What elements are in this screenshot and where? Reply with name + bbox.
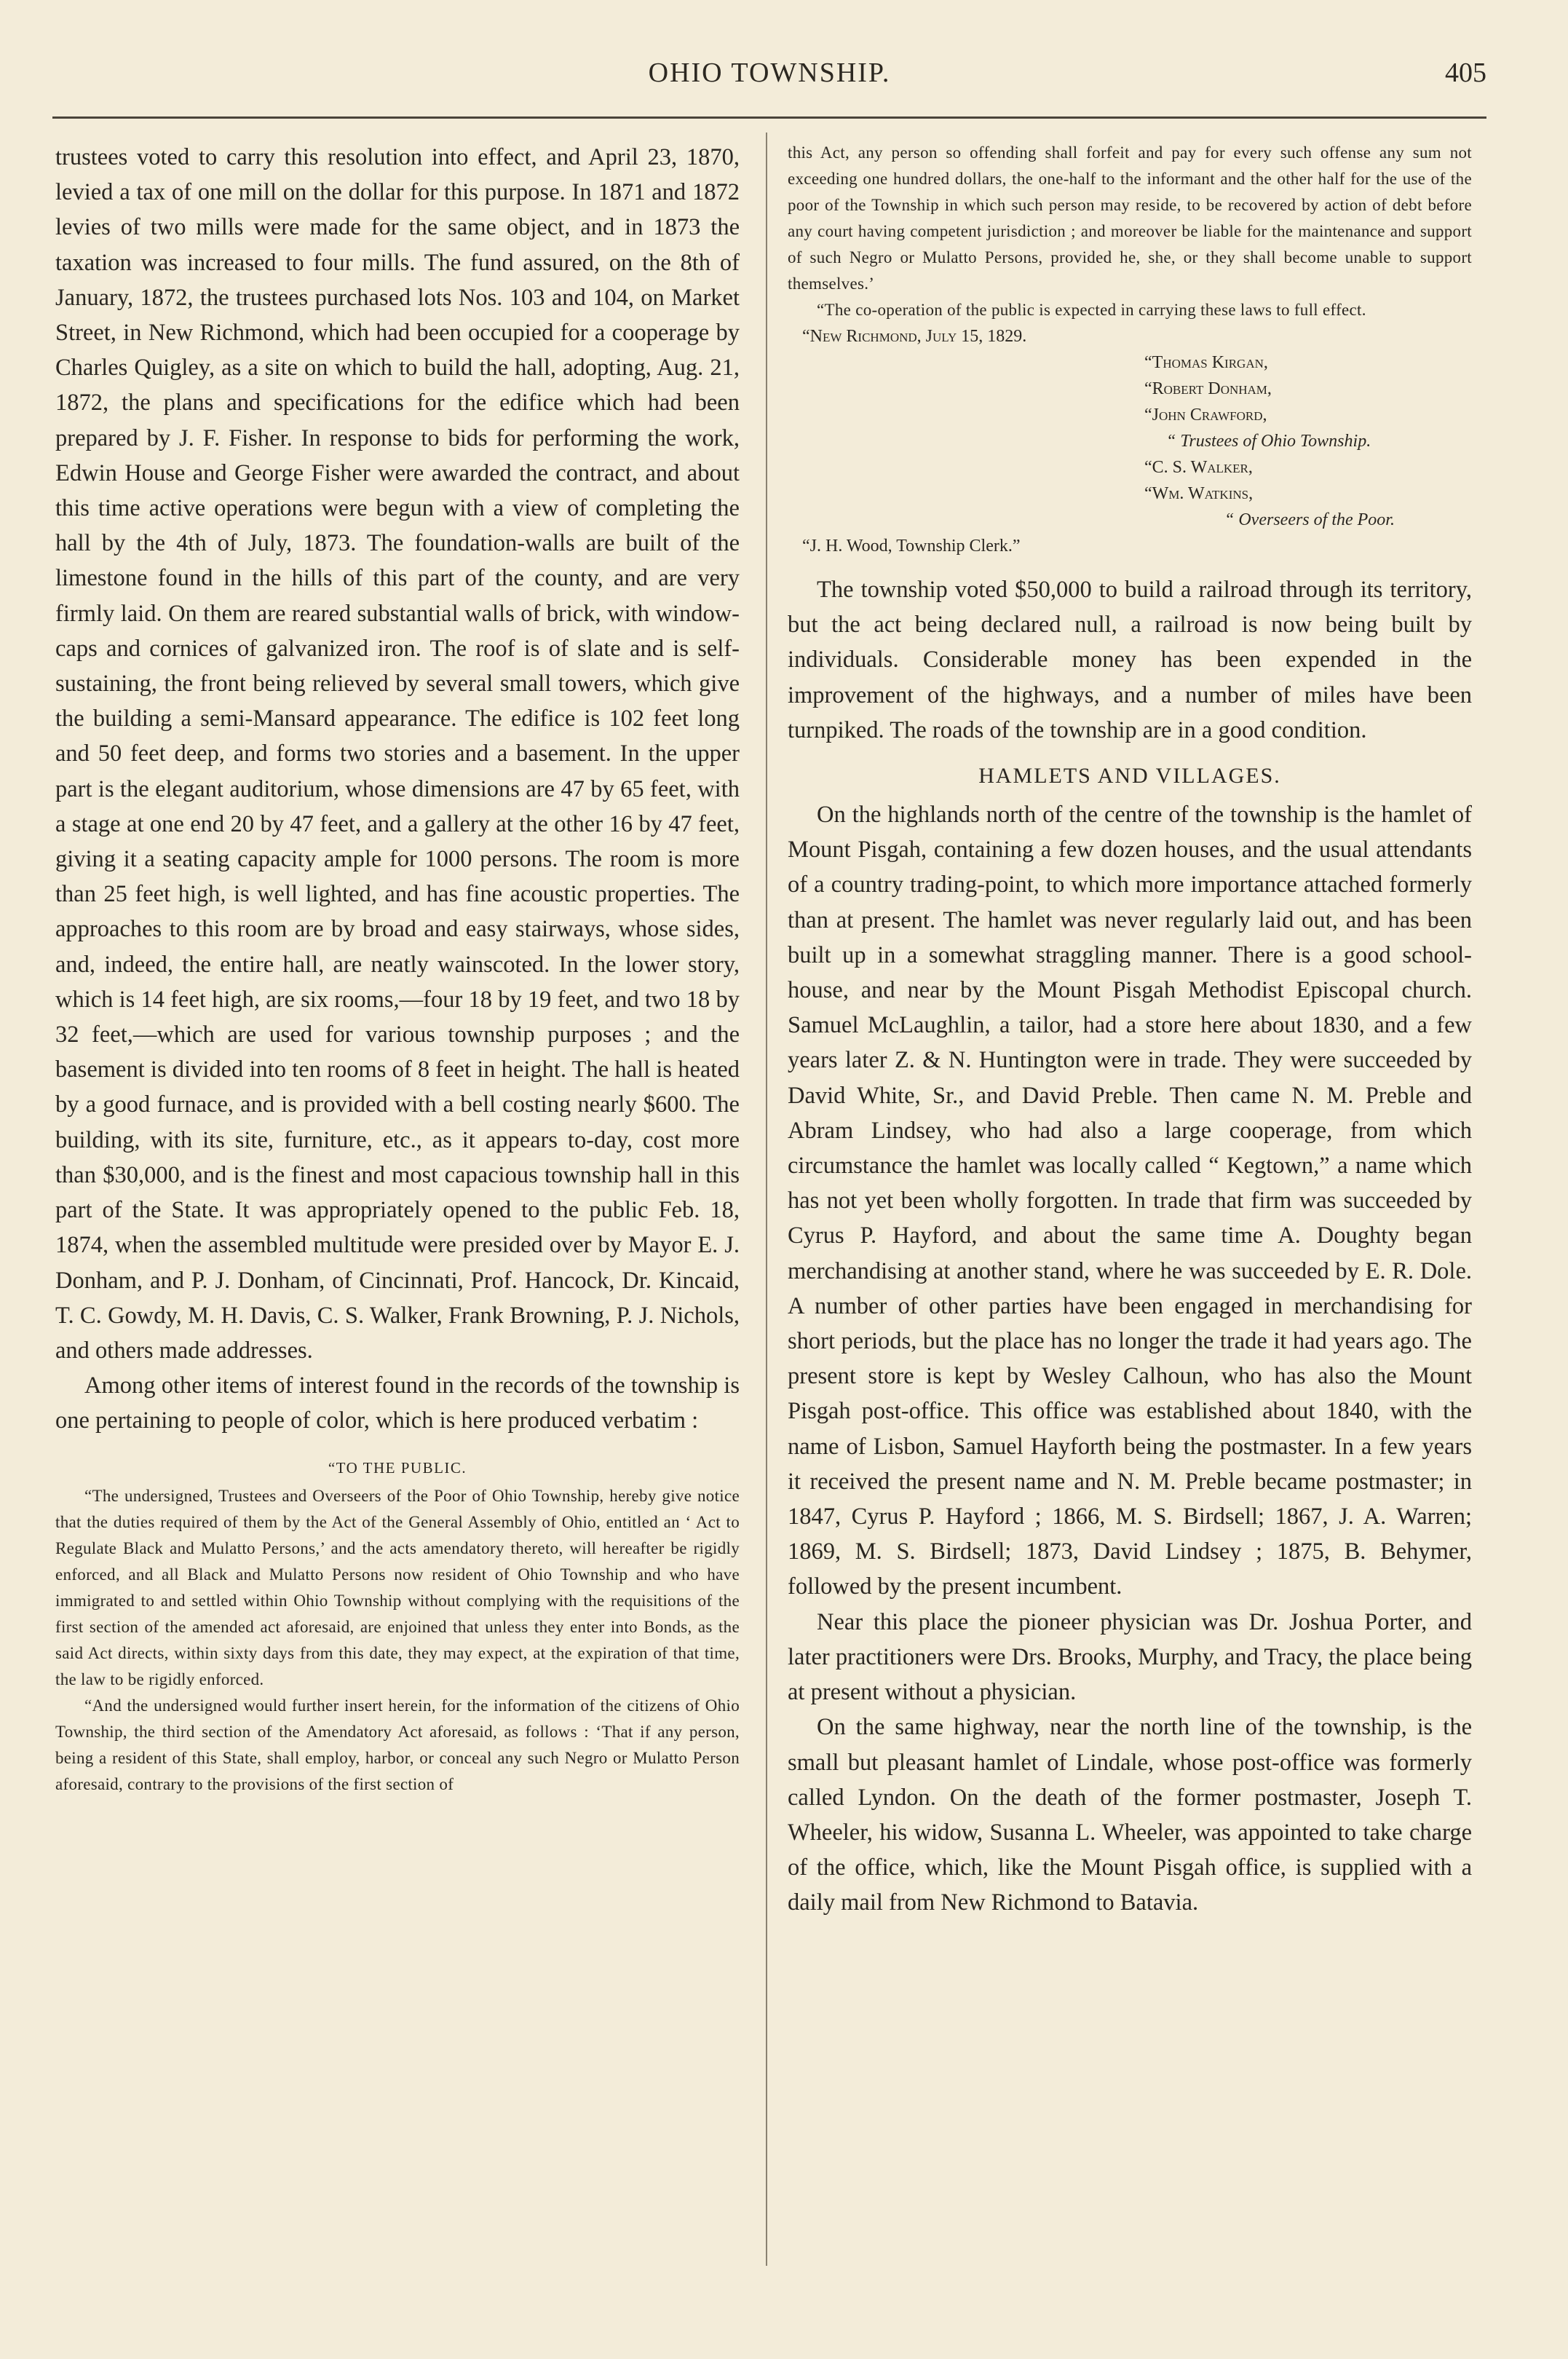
notice-paragraph: “And the undersigned would further insert herein, for the information of the citizens of Ohio Township, the third section of the Amendatory Act aforesaid, as follows : ‘That if any person, being a resident of this State, shall employ, harbor, or conceal any such Negro or Mulatto Person aforesaid, contrary to the provisions of the first section of <box>55 1696 740 1793</box>
header-rule <box>52 116 1486 119</box>
signature-overseer: “Wm. Watkins, <box>1144 484 1254 503</box>
page-header <box>52 57 1486 98</box>
notice-paragraph: “The undersigned, Trustees and Overseers of the Poor of Ohio Township, hereby give notice that the duties required of them by the Act of the General Assembly of Ohio, entitled an ‘ Act to Regulate Black and Mulatto Persons,’ and the acts amendatory thereto, will hereafter be rigidly enforced, and all Black and Mulatto Persons now resident of Ohio Township and who have immigrated to and settled within Ohio Township without complying with the requisitions of the first section of the amended act aforesaid, are enjoined that unless they enter into Bonds, as the said Act directs, within sixty days from this date, they may expect, at the expiration of that time, the law to be rigidly enforced. <box>55 1486 740 1688</box>
section-heading: HAMLETS AND VILLAGES. <box>978 764 1281 789</box>
right-column <box>788 140 1472 1921</box>
paragraph-lindale: On the same highway, near the north line of the township, is the small but pleasant hamlet of Lindale, whose post-office was formerly called Lyndon. On the death of the former postmaster, Joseph T. Wheeler, his widow, Susanna L. Wheeler, was appointed to take charge of the office, which, like the Mount Pisgah office, is supplied with a daily mail from New Richmond to Batavia. <box>788 1714 1472 1916</box>
signature-trustees-title: “ Trustees of Ohio Township. <box>1166 432 1371 451</box>
paragraph-records-intro: Among other items of interest found in the records of the township is one pertaining to people of color, which is here produced verbatim : <box>55 1372 740 1434</box>
notice-paragraph: “The co-operation of the public is expected in carrying these laws to full effect. <box>817 301 1366 319</box>
paragraph-mount-pisgah: On the highlands north of the centre of the township is the hamlet of Mount Pisgah, containing a few dozen houses, and the usual attendants of a country trading-point, to which more importance attached formerly than at present. The hamlet was never regularly laid out, and has been built up in a somewhat straggling manner. There is a good school-house, and near by the Mount Pisgah Methodist Episcopal church. Samuel McLaughlin, a tailor, had a store here about 1830, and a few years later Z. & N. Huntington were in trade. They were succeeded by David White, Sr., and David Preble. Then came N. M. Preble and Abram Lindsey, who had also a large cooperage, from which circumstance the hamlet was locally called “ Kegtown,” a name which has not yet been wholly forgotten. In trade that firm was succeeded by Cyrus P. Hayford, and about the same time A. Doughty began merchandising at another stand, where he was succeeded by E. R. Dole. A number of other parties have been engaged in merchandising for short periods, but the place has no longer the trade it had years ago. The present store is kept by Wesley Calhoun, who has also the Mount Pisgah post-office. This office was established about 1840, with the name of Lisbon, Samuel Hayforth being the postmaster. In a few years it received the present name and N. M. Preble became postmaster; in 1847, Cyrus P. Hayford ; 1866, M. S. Birdsell; 1867, J. A. Warren; 1869, M. S. Birdsell; 1873, David Lindsey ; 1875, B. Behymer, followed by the present incumbent. <box>788 802 1472 1600</box>
signature-clerk: “J. H. Wood, Township Clerk.” <box>802 537 1021 556</box>
signature-trustee: “Thomas Kirgan, <box>1144 353 1268 372</box>
notice-paragraph: this Act, any person so offending shall forfeit and pay for every such offense any sum not exceeding one hundred dollars, the one-half to the informant and the other half for the use of the poor of the Township in which such person may reside, to be recovered by action of debt before any court having competent jurisdiction ; and moreover be liable for the maintenance and support of such Negro or Mulatto Persons, provided he, she, or they shall become unable to support themselves.’ <box>788 143 1472 293</box>
paragraph-town-hall: trustees voted to carry this resolution into effect, and April 23, 1870, levied a tax of one mill on the dollar for this purpose. In 1871 and 1872 levies of two mills were made for the same object, and in 1873 the taxation was increased to four mills. The fund assured, on the 8th of January, 1872, the trustees purchased lots Nos. 103 and 104, on Market Street, in New Richmond, which had been occupied for a cooperage by Charles Quigley, as a site on which to build the hall, adopting, Aug. 21, 1872, the plans and specifications for the edifice which had been prepared by J. F. Fisher. In response to bids for performing the work, Edwin House and George Fisher were awarded the contract, and about this time active operations were begun with a view of completing the hall by the 4th of July, 1873. The foundation-walls are built of the limestone found in the hills of this part of the county, and are very firmly laid. On them are reared substantial walls of brick, with window-caps and cornices of galvanized iron. The roof is of slate and is self-sustaining, the front being relieved by several small towers, which give the building a semi-Mansard appearance. The edifice is 102 feet long and 50 feet deep, and forms two stories and a basement. In the upper part is the elegant auditorium, whose dimensions are 47 by 65 feet, with a stage at one end 20 by 47 feet, and a gallery at the other 16 by 47 feet, giving it a seating capacity ample for 1000 persons. The room is more than 25 feet high, is well lighted, and has fine acoustic properties. The approaches to this room are by broad and easy stairways, whose sides, and, indeed, the entire hall, are neatly wainscoted. In the lower story, which is 14 feet high, are six rooms,—four 18 by 19 feet, and two 18 by 32 feet,—which are used for various township purposes ; and the basement is divided into ten rooms of 8 feet in height. The hall is heated by a good furnace, and is provided with a bell costing nearly $600. The building, with its site, furniture, etc., as it appears to-day, cost more than $30,000, and is the finest and most capacious township hall in this part of the State. It was appropriately opened to the public Feb. 18, 1874, when the assembled multitude were presided over by Mayor E. J. Donham, and P. J. Donham, of Cincinnati, Prof. Hancock, Dr. Kincaid, T. C. Gowdy, M. H. Davis, C. S. Walker, Frank Browning, P. J. Nichols, and others made addresses. <box>55 144 740 1364</box>
spacer <box>788 559 1472 572</box>
signature-trustee: “John Crawford, <box>1144 406 1267 424</box>
signature-place-date: “New Richmond, July 15, 1829. <box>802 327 1027 346</box>
notice-signature <box>788 323 1472 559</box>
signature-trustee: “Robert Donham, <box>1144 379 1272 398</box>
running-title: OHIO TOWNSHIP. <box>648 58 891 88</box>
signature-overseers-title: “ Overseers of the Poor. <box>1224 510 1395 529</box>
left-column <box>55 140 740 1798</box>
paragraph-physicians: Near this place the pioneer physician was Dr. Joshua Porter, and later practitioners were Drs. Brooks, Murphy, and Tracy, the place being at present without a physician. <box>788 1608 1472 1706</box>
notice-heading: “TO THE PUBLIC. <box>328 1458 467 1477</box>
signature-overseer: “C. S. Walker, <box>1144 458 1253 477</box>
paragraph-railroad: The township voted $50,000 to build a railroad through its territory, but the act being declared null, a railroad is now being built by individuals. Considerable money has been expended in the improvement of the highways, and a number of miles have been turnpiked. The roads of the township are in a good condition. <box>788 577 1472 743</box>
column-divider <box>766 133 767 2266</box>
page-number: 405 <box>1445 58 1486 88</box>
